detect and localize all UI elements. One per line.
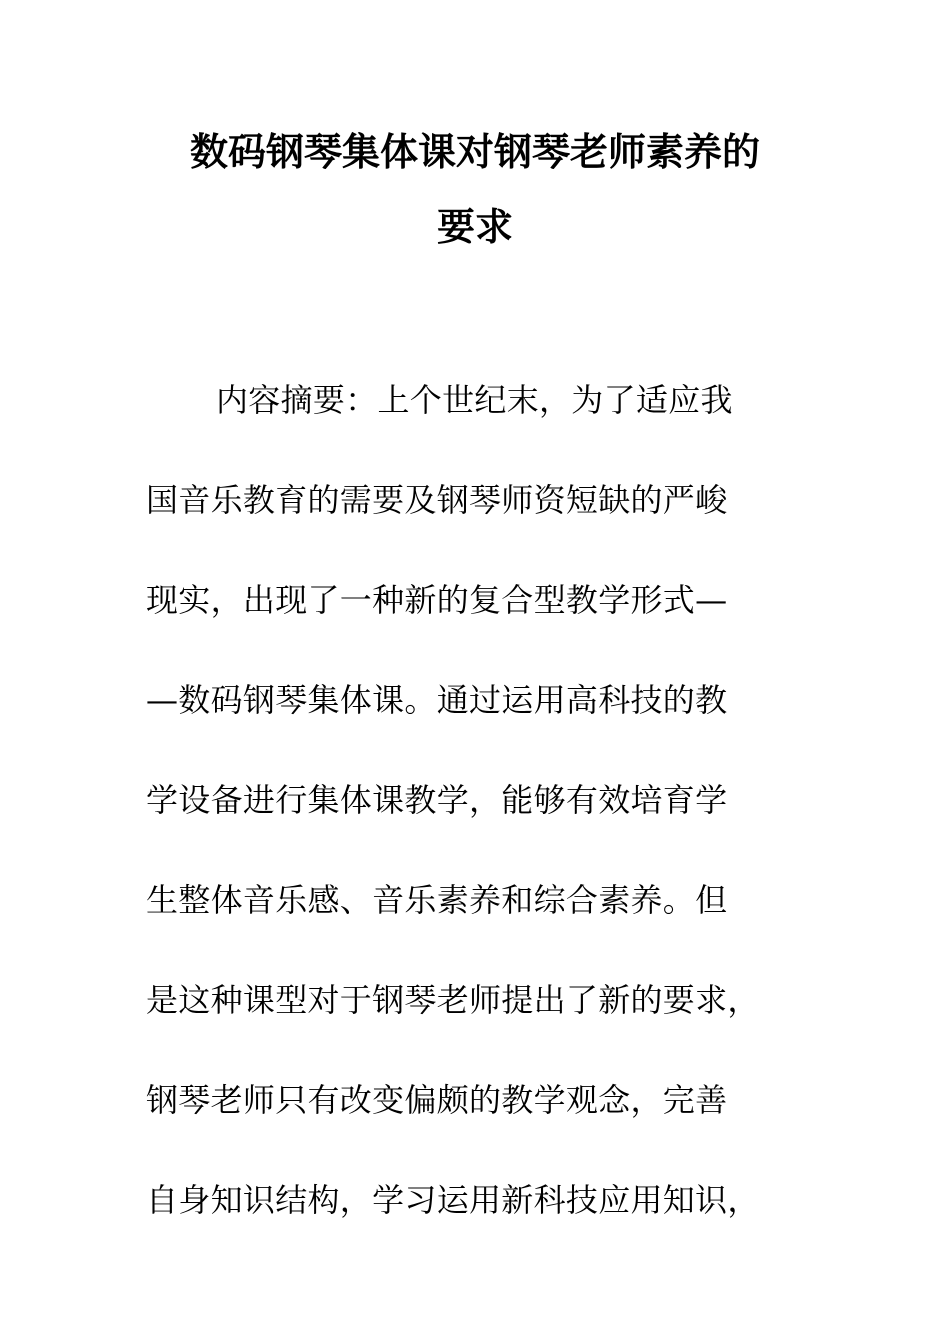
paragraph-line-6: 生整体音乐感、音乐素养和综合素养。但 (146, 881, 728, 919)
paragraph-line-4: —数码钢琴集体课。通过运用高科技的教 (146, 681, 728, 719)
paragraph-line-7: 是这种课型对于钢琴老师提出了新的要求， (146, 981, 760, 1019)
paragraph-line-2: 国音乐教育的需要及钢琴师资短缺的严峻 (146, 481, 728, 519)
paragraph-line-9: 自身知识结构，学习运用新科技应用知识， (146, 1181, 760, 1219)
paragraph-line-3: 现实，出现了一种新的复合型教学形式— (146, 581, 728, 619)
paragraph-line-5: 学设备进行集体课教学，能够有效培育学 (146, 781, 728, 819)
paragraph-line-8: 钢琴老师只有改变偏颇的教学观念，完善 (146, 1081, 728, 1119)
paragraph-line-1: 内容摘要：上个世纪末，为了适应我 (216, 381, 733, 419)
document-title-line-2: 要求 (436, 205, 513, 249)
document-title-line-1: 数码钢琴集体课对钢琴老师素养的 (189, 130, 760, 174)
